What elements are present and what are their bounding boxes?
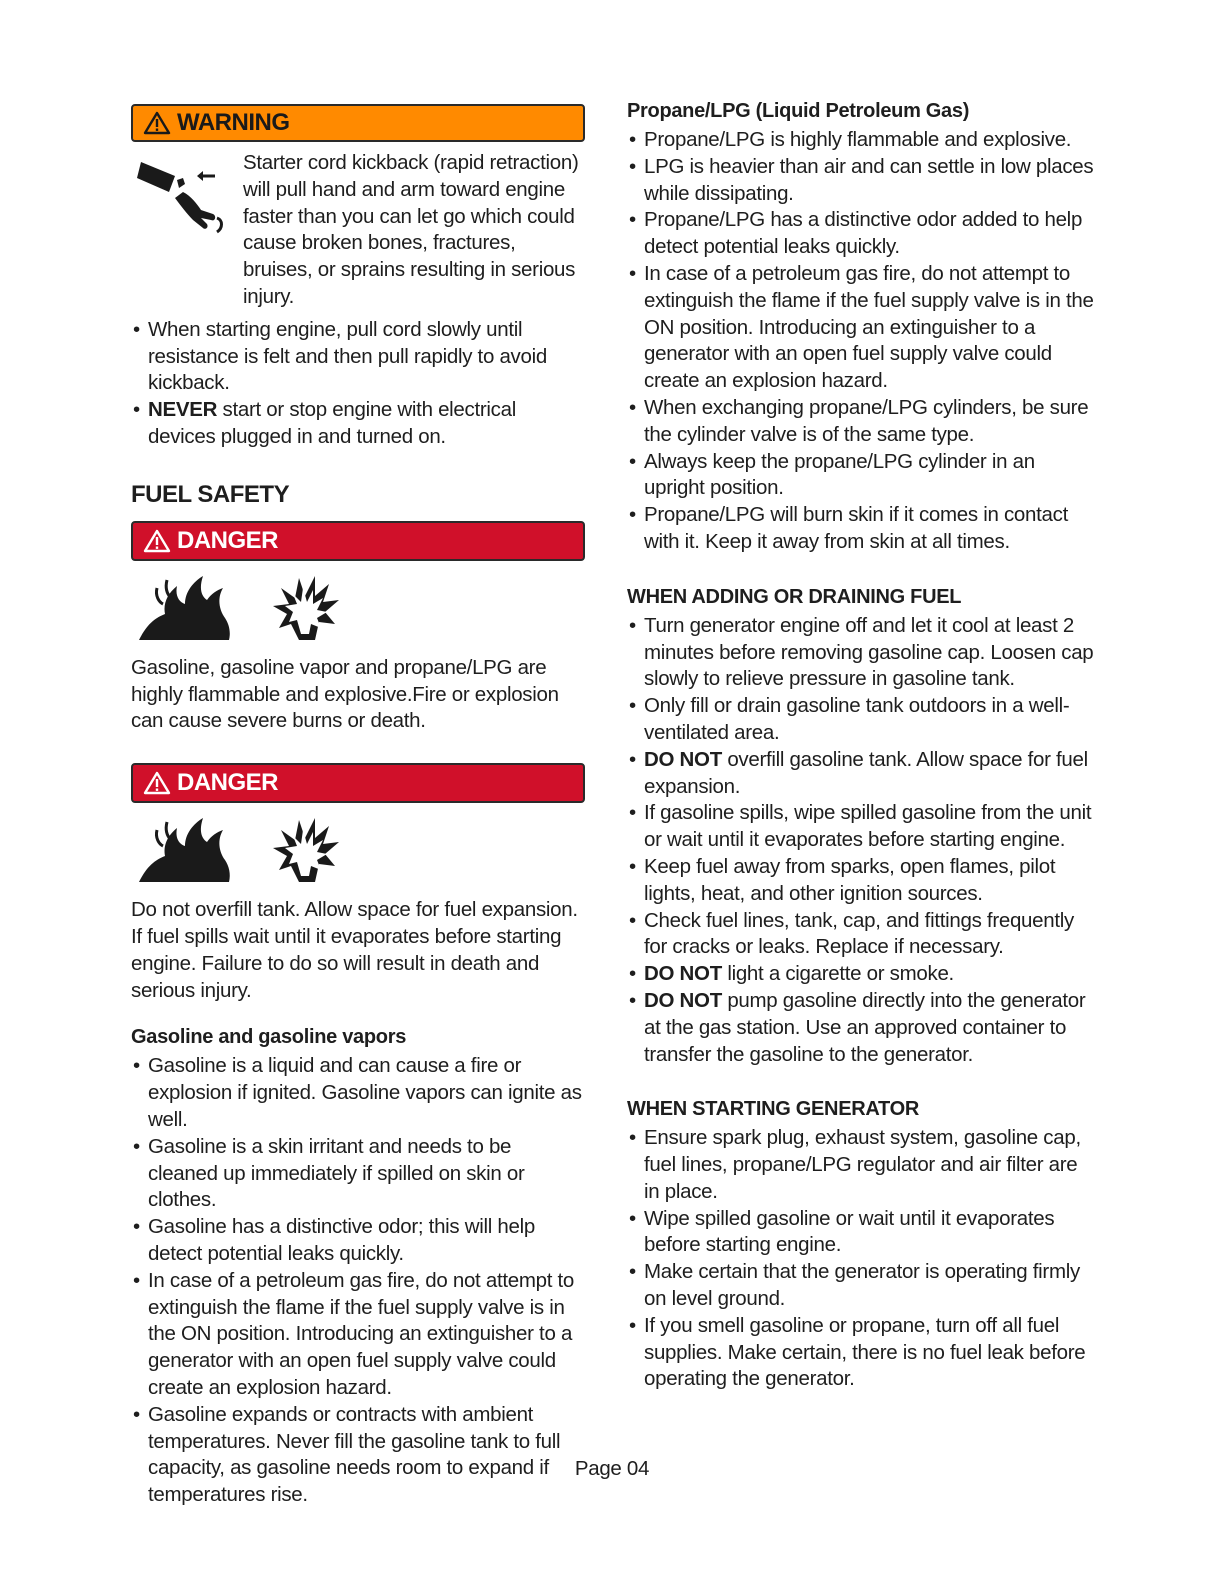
warning-label: WARNING bbox=[177, 109, 290, 136]
warning-content bbox=[131, 150, 585, 311]
warning-banner bbox=[131, 104, 585, 142]
danger-banner bbox=[131, 763, 585, 803]
list-item: • LPG is heavier than air and can settle in low places while dissipating. bbox=[627, 154, 1097, 208]
list-item: • Only fill or drain gasoline tank outdoors in a well-ventilated area. bbox=[627, 693, 1097, 747]
list-item: • Wipe spilled gasoline or wait until it evaporates before starting engine. bbox=[627, 1206, 1097, 1260]
list-item: • Gasoline is a skin irritant and needs to be cleaned up immediately if spilled on skin or clothes. bbox=[131, 1134, 585, 1214]
fire-icon bbox=[137, 816, 233, 889]
propane-title: Propane/LPG (Liquid Petroleum Gas) bbox=[627, 100, 970, 122]
warning-triangle-icon bbox=[143, 771, 171, 795]
danger-label: DANGER bbox=[177, 526, 279, 554]
list-item: • Keep fuel away from sparks, open flames, pilot lights, heat, and other ignition sources. bbox=[627, 854, 1097, 908]
danger-label: DANGER bbox=[177, 769, 279, 797]
warning-bullets bbox=[131, 317, 585, 451]
danger2-text: Do not overfill tank. Allow space for fuel expansion. If fuel spills wait until it evaporates before starting engine. Failure to do so will result in death and serious injury. bbox=[131, 898, 578, 1002]
list-item: • If you smell gasoline or propane, turn off all fuel supplies. Make certain, there is no fuel leak before operating the generator. bbox=[627, 1313, 1097, 1393]
hazard-icons bbox=[137, 575, 585, 647]
propane-bullets bbox=[627, 127, 1097, 556]
kickback-hand-icon bbox=[131, 150, 243, 311]
adding-fuel-title: WHEN ADDING OR DRAINING FUEL bbox=[627, 585, 962, 608]
list-item: • If gasoline spills, wipe spilled gasoline from the unit or wait until it evaporates before starting engine. bbox=[627, 800, 1097, 854]
list-item: • In case of a petroleum gas fire, do not attempt to extinguish the flame if the fuel supply valve is in the ON position. Introducing an extinguisher to a generator with an open fuel supply valve could create an explosion hazard. bbox=[627, 261, 1097, 395]
starting-generator-bullets bbox=[627, 1125, 1097, 1393]
starting-generator-title: WHEN STARTING GENERATOR bbox=[627, 1098, 919, 1121]
warning-triangle-icon bbox=[143, 111, 171, 135]
list-item: • Propane/LPG is highly flammable and explosive. bbox=[627, 127, 1097, 154]
list-item: • DO NOT overfill gasoline tank. Allow space for fuel expansion. bbox=[627, 747, 1097, 801]
page-number: Page 04 bbox=[574, 1457, 650, 1480]
right-column bbox=[627, 100, 1097, 1393]
list-item: • Propane/LPG will burn skin if it comes in contact with it. Keep it away from skin at all times. bbox=[627, 502, 1097, 556]
warning-triangle-icon bbox=[143, 529, 171, 553]
list-item: • Gasoline expands or contracts with ambient temperatures. Never fill the gasoline tank to full capacity, as gasoline needs room to expand if temperatures rise. bbox=[131, 1402, 585, 1509]
list-item: • Gasoline has a distinctive odor; this will help detect potential leaks quickly. bbox=[131, 1214, 585, 1268]
left-column bbox=[131, 104, 585, 1509]
list-item: • Check fuel lines, tank, cap, and fittings frequently for cracks or leaks. Replace if necessary. bbox=[627, 908, 1097, 962]
explosion-icon bbox=[271, 814, 341, 889]
list-item: • When starting engine, pull cord slowly until resistance is felt and then pull rapidly to avoid kickback. bbox=[131, 317, 585, 397]
hazard-icons bbox=[137, 817, 585, 889]
list-item: • Gasoline is a liquid and can cause a fire or explosion if ignited. Gasoline vapors can ignite as well. bbox=[131, 1053, 585, 1133]
danger-banner bbox=[131, 521, 585, 561]
fuel-safety-title: FUEL SAFETY bbox=[131, 480, 290, 508]
list-item: • DO NOT light a cigarette or smoke. bbox=[627, 961, 1097, 988]
list-item: • DO NOT pump gasoline directly into the generator at the gas station. Use an approved container to transfer the gasoline to the generator. bbox=[627, 988, 1097, 1068]
danger1-text: Gasoline, gasoline vapor and propane/LPG are highly flammable and explosive.Fire or explosion can cause severe burns or death. bbox=[131, 655, 559, 733]
list-item: • In case of a petroleum gas fire, do not attempt to extinguish the flame if the fuel supply valve is in the ON position. Introducing an extinguisher to a generator with an open fuel supply valve could create an explosion hazard. bbox=[131, 1268, 585, 1402]
adding-fuel-bullets bbox=[627, 613, 1097, 1069]
list-item: • Turn generator engine off and let it cool at least 2 minutes before removing gasoline cap. Loosen cap slowly to relieve pressure in gasoline tank. bbox=[627, 613, 1097, 693]
warning-text: Starter cord kickback (rapid retraction) will pull hand and arm toward engine faster than you can let go which could cause broken bones, fractures, bruises, or sprains resulting in serious injury. bbox=[243, 151, 579, 308]
list-item: • Make certain that the generator is operating firmly on level ground. bbox=[627, 1259, 1097, 1313]
list-item: • Propane/LPG has a distinctive odor added to help detect potential leaks quickly. bbox=[627, 207, 1097, 261]
gasoline-title: Gasoline and gasoline vapors bbox=[131, 1026, 407, 1049]
explosion-icon bbox=[271, 572, 341, 647]
fire-icon bbox=[137, 574, 233, 647]
list-item: • Always keep the propane/LPG cylinder in an upright position. bbox=[627, 449, 1097, 503]
list-item: • When exchanging propane/LPG cylinders, be sure the cylinder valve is of the same type. bbox=[627, 395, 1097, 449]
gasoline-bullets bbox=[131, 1053, 585, 1509]
list-item: • NEVER start or stop engine with electrical devices plugged in and turned on. bbox=[131, 397, 585, 451]
list-item: • Ensure spark plug, exhaust system, gasoline cap, fuel lines, propane/LPG regulator and air filter are in place. bbox=[627, 1125, 1097, 1205]
